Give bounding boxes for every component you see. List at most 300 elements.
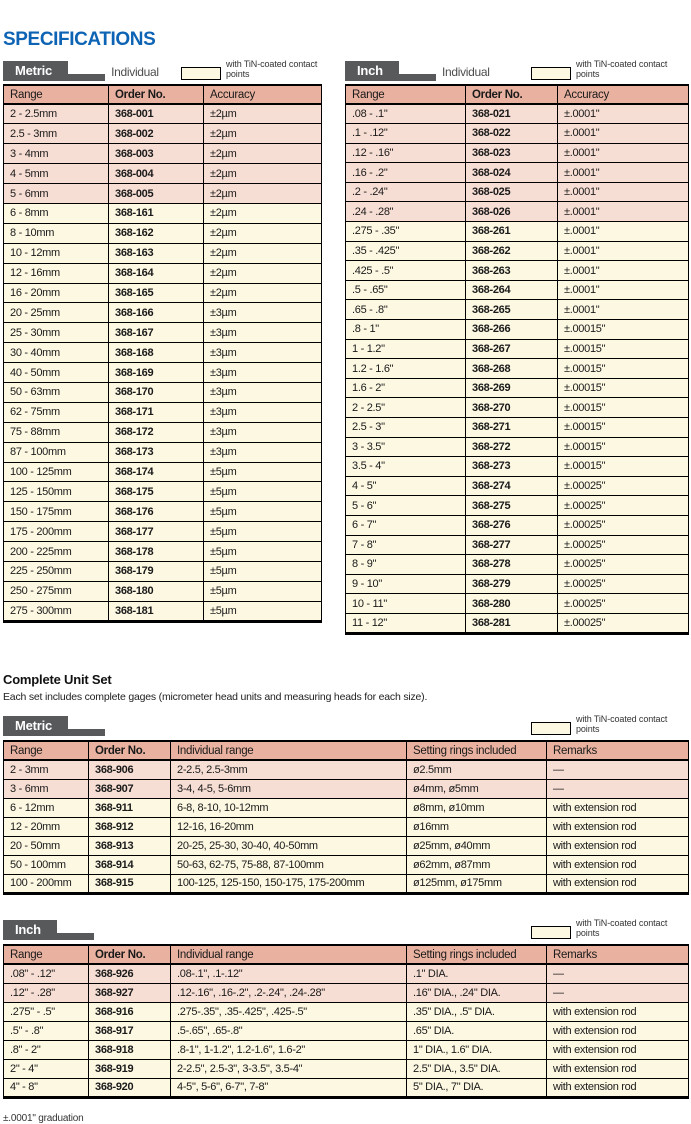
table-cell: 368-180 bbox=[109, 581, 204, 601]
table-row bbox=[4, 1078, 689, 1097]
table-row bbox=[4, 798, 689, 817]
column-header: Remarks bbox=[547, 945, 689, 964]
table-cell: .16 - .2" bbox=[346, 163, 466, 183]
table-cell: 368-025 bbox=[466, 182, 558, 202]
table-row bbox=[4, 817, 689, 836]
column-header: Individual range bbox=[171, 741, 407, 760]
table-row bbox=[346, 280, 689, 300]
table-cell: 30 - 40mm bbox=[4, 343, 109, 363]
table-cell: 368-166 bbox=[109, 303, 204, 323]
table-cell: 368-001 bbox=[109, 104, 204, 124]
table-cell: 368-919 bbox=[89, 1059, 171, 1078]
table-cell: with extension rod bbox=[547, 1021, 689, 1040]
table-row bbox=[346, 320, 689, 340]
table-cell: ±2µm bbox=[204, 124, 322, 144]
metric-tab: Metric bbox=[3, 716, 68, 736]
table-cell: 175 - 200mm bbox=[4, 522, 109, 542]
table-cell: 368-176 bbox=[109, 502, 204, 522]
table-row bbox=[4, 124, 322, 144]
table-cell: 368-926 bbox=[89, 964, 171, 983]
column-header: Range bbox=[4, 85, 109, 104]
table-row bbox=[4, 462, 322, 482]
table-cell: 6 - 7" bbox=[346, 515, 466, 535]
table-cell: 1.6 - 2" bbox=[346, 378, 466, 398]
table-row bbox=[346, 378, 689, 398]
table-cell: 368-280 bbox=[466, 594, 558, 614]
table-cell: 20 - 25mm bbox=[4, 303, 109, 323]
table-cell: 4" - 8" bbox=[4, 1078, 89, 1097]
table-row bbox=[4, 402, 322, 422]
table-cell: ±3µm bbox=[204, 422, 322, 442]
table-cell: 368-915 bbox=[89, 874, 171, 893]
table-cell: 368-167 bbox=[109, 323, 204, 343]
table-cell: ±.0001" bbox=[558, 222, 689, 242]
metric-set-table-wrap bbox=[3, 740, 688, 895]
table-cell: — bbox=[547, 983, 689, 1002]
table-cell: 3 - 4mm bbox=[4, 144, 109, 164]
table-row bbox=[4, 542, 322, 562]
table-cell: 368-266 bbox=[466, 320, 558, 340]
table-cell: 368-002 bbox=[109, 124, 204, 144]
table-cell: ±.0001" bbox=[558, 202, 689, 222]
table-cell: 2" - 4" bbox=[4, 1059, 89, 1078]
table-cell: 225 - 250mm bbox=[4, 561, 109, 581]
table-cell: 368-267 bbox=[466, 339, 558, 359]
table-cell: 2.5 - 3" bbox=[346, 418, 466, 438]
table-cell: ±3µm bbox=[204, 442, 322, 462]
column-header: Accuracy bbox=[204, 85, 322, 104]
table-cell: 12 - 20mm bbox=[4, 817, 89, 836]
table-cell: ø25mm, ø40mm bbox=[407, 836, 547, 855]
table-cell: 75 - 88mm bbox=[4, 422, 109, 442]
table-cell: ±.00025" bbox=[558, 515, 689, 535]
tin-legend-label: with TiN-coated contact points bbox=[576, 714, 668, 734]
table-cell: 10 - 11" bbox=[346, 594, 466, 614]
table-cell: ±5µm bbox=[204, 601, 322, 621]
table-row bbox=[4, 581, 322, 601]
table-row bbox=[4, 760, 689, 779]
table-cell: 62 - 75mm bbox=[4, 402, 109, 422]
table-cell: 368-177 bbox=[109, 522, 204, 542]
table-cell: 368-277 bbox=[466, 535, 558, 555]
inch-tab: Inch bbox=[345, 61, 399, 81]
column-header: Order No. bbox=[109, 85, 204, 104]
table-cell: 20-25, 25-30, 30-40, 40-50mm bbox=[171, 836, 407, 855]
table-cell: .275" - .5" bbox=[4, 1002, 89, 1021]
tin-color-swatch bbox=[181, 67, 221, 80]
header-row bbox=[4, 741, 689, 760]
table-cell: ±.00025" bbox=[558, 574, 689, 594]
column-header: Range bbox=[4, 945, 89, 964]
table-row bbox=[4, 303, 322, 323]
table-cell: .2 - .24" bbox=[346, 182, 466, 202]
table-cell: ±.00015" bbox=[558, 437, 689, 457]
table-row bbox=[4, 874, 689, 893]
table-cell: — bbox=[547, 760, 689, 779]
table-cell: 368-274 bbox=[466, 476, 558, 496]
table-cell: .65 - .8" bbox=[346, 300, 466, 320]
table-cell: 20 - 50mm bbox=[4, 836, 89, 855]
table-row bbox=[346, 574, 689, 594]
table-cell: .12" - .28" bbox=[4, 983, 89, 1002]
table-cell: ±2µm bbox=[204, 164, 322, 184]
table-row bbox=[4, 1059, 689, 1078]
table-row bbox=[4, 363, 322, 383]
table-cell: 1.2 - 1.6" bbox=[346, 359, 466, 379]
table-cell: 368-172 bbox=[109, 422, 204, 442]
table-cell: ø125mm, ø175mm bbox=[407, 874, 547, 893]
table-cell: 368-264 bbox=[466, 280, 558, 300]
table-row bbox=[4, 1002, 689, 1021]
table-cell: 100-125, 125-150, 150-175, 175-200mm bbox=[171, 874, 407, 893]
table-cell: ±.00015" bbox=[558, 339, 689, 359]
table-row bbox=[346, 222, 689, 242]
table-cell: 368-022 bbox=[466, 124, 558, 144]
table-row bbox=[346, 457, 689, 477]
table-cell: 6 - 12mm bbox=[4, 798, 89, 817]
table-cell: 1" DIA., 1.6" DIA. bbox=[407, 1040, 547, 1059]
table-cell: 12 - 16mm bbox=[4, 263, 109, 283]
table-cell: ±.0001" bbox=[558, 182, 689, 202]
table-cell: 275 - 300mm bbox=[4, 601, 109, 621]
column-header: Range bbox=[346, 85, 466, 104]
table-cell: 5" DIA., 7" DIA. bbox=[407, 1078, 547, 1097]
table-cell: ±3µm bbox=[204, 303, 322, 323]
table-cell: 150 - 175mm bbox=[4, 502, 109, 522]
table-row bbox=[4, 223, 322, 243]
table-row bbox=[4, 104, 322, 124]
table-cell: 11 - 12" bbox=[346, 613, 466, 633]
table-cell: 2-2.5", 2.5-3", 3-3.5", 3.5-4" bbox=[171, 1059, 407, 1078]
table-cell: .08" - .12" bbox=[4, 964, 89, 983]
table-cell: 368-181 bbox=[109, 601, 204, 621]
table-row bbox=[346, 476, 689, 496]
table-cell: 368-179 bbox=[109, 561, 204, 581]
table-cell: 368-021 bbox=[466, 104, 558, 124]
table-cell: ±2µm bbox=[204, 104, 322, 124]
table-row bbox=[4, 1021, 689, 1040]
table-cell: 100 - 200mm bbox=[4, 874, 89, 893]
table-cell: 368-168 bbox=[109, 343, 204, 363]
tin-color-swatch bbox=[531, 722, 571, 735]
table-cell: with extension rod bbox=[547, 855, 689, 874]
table-cell: 16 - 20mm bbox=[4, 283, 109, 303]
table-row bbox=[346, 143, 689, 163]
inch-set-table-wrap bbox=[3, 944, 688, 1099]
table-cell: ø16mm bbox=[407, 817, 547, 836]
table-row bbox=[4, 382, 322, 402]
table-cell: 368-164 bbox=[109, 263, 204, 283]
table-cell: 50-63, 62-75, 75-88, 87-100mm bbox=[171, 855, 407, 874]
table-cell: ±.0001" bbox=[558, 241, 689, 261]
table-cell: 368-175 bbox=[109, 482, 204, 502]
table-cell: 368-927 bbox=[89, 983, 171, 1002]
table-cell: .08 - .1" bbox=[346, 104, 466, 124]
table-cell: 368-271 bbox=[466, 418, 558, 438]
table-cell: ø2.5mm bbox=[407, 760, 547, 779]
table-cell: ±3µm bbox=[204, 402, 322, 422]
table-cell: ±5µm bbox=[204, 581, 322, 601]
table-cell: 368-261 bbox=[466, 222, 558, 242]
table-cell: 6 - 8mm bbox=[4, 203, 109, 223]
table-cell: with extension rod bbox=[547, 798, 689, 817]
table-cell: .16" DIA., .24" DIA. bbox=[407, 983, 547, 1002]
table-cell: ±.0001" bbox=[558, 300, 689, 320]
table-cell: 368-023 bbox=[466, 143, 558, 163]
table-cell: ±2µm bbox=[204, 203, 322, 223]
tin-legend-label: with TiN-coated contact points bbox=[576, 59, 668, 79]
complete-unit-set-heading: Complete Unit Set bbox=[3, 672, 112, 687]
table-row bbox=[4, 601, 322, 621]
inch-individual-section-header bbox=[345, 61, 688, 81]
table-cell: ø8mm, ø10mm bbox=[407, 798, 547, 817]
table-cell: 368-005 bbox=[109, 184, 204, 204]
table-cell: 9 - 10" bbox=[346, 574, 466, 594]
inch-complete-set-table bbox=[3, 944, 689, 1099]
table-cell: ±3µm bbox=[204, 323, 322, 343]
table-cell: 3 - 6mm bbox=[4, 779, 89, 798]
table-cell: 368-273 bbox=[466, 457, 558, 477]
table-cell: .5 - .65" bbox=[346, 280, 466, 300]
table-cell: 368-171 bbox=[109, 402, 204, 422]
table-cell: .1 - .12" bbox=[346, 124, 466, 144]
table-cell: ±5µm bbox=[204, 482, 322, 502]
table-cell: ±2µm bbox=[204, 144, 322, 164]
table-cell: ±.00015" bbox=[558, 398, 689, 418]
table-cell: 2.5" DIA., 3.5" DIA. bbox=[407, 1059, 547, 1078]
table-cell: .12-.16", .16-.2", .2-.24", .24-.28" bbox=[171, 983, 407, 1002]
table-cell: .35" DIA., .5" DIA. bbox=[407, 1002, 547, 1021]
table-row bbox=[4, 561, 322, 581]
table-cell: 368-162 bbox=[109, 223, 204, 243]
table-cell: .65" DIA. bbox=[407, 1021, 547, 1040]
tab-tail bbox=[57, 933, 94, 940]
table-row bbox=[4, 343, 322, 363]
table-cell: 4 - 5" bbox=[346, 476, 466, 496]
table-cell: ±2µm bbox=[204, 223, 322, 243]
table-cell: 368-920 bbox=[89, 1078, 171, 1097]
metric-complete-set-table bbox=[3, 740, 689, 895]
table-cell: ±2µm bbox=[204, 243, 322, 263]
table-cell: 200 - 225mm bbox=[4, 542, 109, 562]
table-row bbox=[4, 522, 322, 542]
table-cell: ±5µm bbox=[204, 502, 322, 522]
table-cell: ±.0001" bbox=[558, 261, 689, 281]
column-header: Order No. bbox=[89, 945, 171, 964]
table-cell: ±5µm bbox=[204, 542, 322, 562]
table-cell: 368-907 bbox=[89, 779, 171, 798]
table-cell: ±.00025" bbox=[558, 594, 689, 614]
table-row bbox=[346, 182, 689, 202]
table-cell: 368-911 bbox=[89, 798, 171, 817]
table-cell: ±.0001" bbox=[558, 143, 689, 163]
table-cell: 368-173 bbox=[109, 442, 204, 462]
column-header: Accuracy bbox=[558, 85, 689, 104]
table-cell: 50 - 63mm bbox=[4, 382, 109, 402]
header-row bbox=[346, 85, 689, 104]
table-row bbox=[4, 1040, 689, 1059]
table-row bbox=[4, 442, 322, 462]
inch-set-section-header bbox=[3, 920, 688, 940]
table-cell: .8-1", 1-1.2", 1.2-1.6", 1.6-2" bbox=[171, 1040, 407, 1059]
table-row bbox=[4, 422, 322, 442]
table-cell: 368-262 bbox=[466, 241, 558, 261]
table-cell: 3 - 3.5" bbox=[346, 437, 466, 457]
table-cell: 4-5", 5-6", 6-7", 7-8" bbox=[171, 1078, 407, 1097]
table-cell: 368-163 bbox=[109, 243, 204, 263]
table-row bbox=[346, 594, 689, 614]
table-cell: 8 - 9" bbox=[346, 555, 466, 575]
tin-color-swatch bbox=[531, 926, 571, 939]
metric-individual-section-header bbox=[3, 61, 338, 81]
table-cell: ±.0001" bbox=[558, 104, 689, 124]
table-cell: ±.0001" bbox=[558, 124, 689, 144]
table-cell: .08-.1", .1-.12" bbox=[171, 964, 407, 983]
table-row bbox=[346, 418, 689, 438]
table-cell: 368-178 bbox=[109, 542, 204, 562]
table-cell: ±2µm bbox=[204, 184, 322, 204]
table-cell: ±5µm bbox=[204, 522, 322, 542]
table-row bbox=[4, 184, 322, 204]
table-cell: 3.5 - 4" bbox=[346, 457, 466, 477]
table-cell: — bbox=[547, 779, 689, 798]
table-cell: ±.00025" bbox=[558, 476, 689, 496]
table-cell: 368-004 bbox=[109, 164, 204, 184]
table-row bbox=[346, 202, 689, 222]
table-cell: 368-169 bbox=[109, 363, 204, 383]
table-cell: 2-2.5, 2.5-3mm bbox=[171, 760, 407, 779]
tin-legend-label: with TiN-coated contact points bbox=[226, 59, 318, 79]
table-row bbox=[4, 502, 322, 522]
table-cell: ±.00015" bbox=[558, 418, 689, 438]
table-row bbox=[4, 243, 322, 263]
table-cell: 368-913 bbox=[89, 836, 171, 855]
table-row bbox=[346, 613, 689, 633]
table-row bbox=[4, 323, 322, 343]
table-cell: ±.00025" bbox=[558, 613, 689, 633]
table-cell: 368-165 bbox=[109, 283, 204, 303]
table-cell: .24 - .28" bbox=[346, 202, 466, 222]
tin-color-swatch bbox=[531, 67, 571, 80]
table-row bbox=[4, 263, 322, 283]
table-cell: ±.00025" bbox=[558, 535, 689, 555]
table-cell: .8" - 2" bbox=[4, 1040, 89, 1059]
table-row bbox=[4, 283, 322, 303]
table-row bbox=[4, 964, 689, 983]
table-cell: 5 - 6" bbox=[346, 496, 466, 516]
metric-set-section-header bbox=[3, 716, 688, 736]
table-cell: 368-174 bbox=[109, 462, 204, 482]
page-title: SPECIFICATIONS bbox=[3, 29, 156, 50]
table-row bbox=[346, 359, 689, 379]
table-cell: with extension rod bbox=[547, 1002, 689, 1021]
table-cell: 368-281 bbox=[466, 613, 558, 633]
table-cell: .12 - .16" bbox=[346, 143, 466, 163]
table-cell: 1 - 1.2" bbox=[346, 339, 466, 359]
table-cell: 2 - 2.5mm bbox=[4, 104, 109, 124]
table-cell: ±.00015" bbox=[558, 320, 689, 340]
table-cell: with extension rod bbox=[547, 817, 689, 836]
table-cell: 2 - 3mm bbox=[4, 760, 89, 779]
table-row bbox=[346, 261, 689, 281]
table-row bbox=[346, 496, 689, 516]
table-cell: 2.5 - 3mm bbox=[4, 124, 109, 144]
table-cell: 6-8, 8-10, 10-12mm bbox=[171, 798, 407, 817]
table-cell: 368-024 bbox=[466, 163, 558, 183]
table-cell: 368-918 bbox=[89, 1040, 171, 1059]
table-row bbox=[346, 241, 689, 261]
column-header: Order No. bbox=[89, 741, 171, 760]
table-cell: .275-.35", .35-.425", .425-.5" bbox=[171, 1002, 407, 1021]
table-cell: ±2µm bbox=[204, 263, 322, 283]
table-cell: ±3µm bbox=[204, 363, 322, 383]
table-cell: ±.00015" bbox=[558, 378, 689, 398]
metric-individual-table-wrap bbox=[3, 84, 321, 623]
table-cell: ±3µm bbox=[204, 343, 322, 363]
table-cell: .275 - .35" bbox=[346, 222, 466, 242]
table-cell: 100 - 125mm bbox=[4, 462, 109, 482]
column-header: Range bbox=[4, 741, 89, 760]
table-cell: with extension rod bbox=[547, 1078, 689, 1097]
table-cell: ±.00025" bbox=[558, 555, 689, 575]
inch-individual-table bbox=[345, 84, 689, 635]
table-cell: ±3µm bbox=[204, 382, 322, 402]
table-cell: 368-279 bbox=[466, 574, 558, 594]
table-cell: 40 - 50mm bbox=[4, 363, 109, 383]
table-cell: 10 - 12mm bbox=[4, 243, 109, 263]
table-cell: 368-161 bbox=[109, 203, 204, 223]
table-cell: ±.00025" bbox=[558, 496, 689, 516]
table-cell: .425 - .5" bbox=[346, 261, 466, 281]
table-cell: 12-16, 16-20mm bbox=[171, 817, 407, 836]
metric-tab: Metric bbox=[3, 61, 68, 81]
tab-tail bbox=[68, 74, 105, 81]
table-cell: 368-914 bbox=[89, 855, 171, 874]
column-header: Setting rings included bbox=[407, 741, 547, 760]
table-cell: .1" DIA. bbox=[407, 964, 547, 983]
table-cell: 368-269 bbox=[466, 378, 558, 398]
table-cell: .5" - .8" bbox=[4, 1021, 89, 1040]
table-cell: 368-278 bbox=[466, 555, 558, 575]
table-cell: ±.0001" bbox=[558, 163, 689, 183]
individual-legend-label: Individual bbox=[441, 65, 490, 79]
table-cell: ±.00015" bbox=[558, 359, 689, 379]
table-cell: 368-270 bbox=[466, 398, 558, 418]
table-cell: 368-916 bbox=[89, 1002, 171, 1021]
inch-tab: Inch bbox=[3, 920, 57, 940]
table-cell: 87 - 100mm bbox=[4, 442, 109, 462]
table-row bbox=[4, 983, 689, 1002]
column-header: Individual range bbox=[171, 945, 407, 964]
table-cell: 368-917 bbox=[89, 1021, 171, 1040]
table-cell: 368-170 bbox=[109, 382, 204, 402]
table-cell: ±.0001" bbox=[558, 280, 689, 300]
header-row bbox=[4, 85, 322, 104]
table-cell: 5 - 6mm bbox=[4, 184, 109, 204]
column-header: Remarks bbox=[547, 741, 689, 760]
table-cell: 368-912 bbox=[89, 817, 171, 836]
table-cell: 368-026 bbox=[466, 202, 558, 222]
table-row bbox=[346, 535, 689, 555]
tab-tail bbox=[68, 729, 105, 736]
table-cell: ø4mm, ø5mm bbox=[407, 779, 547, 798]
table-row bbox=[4, 836, 689, 855]
table-row bbox=[4, 855, 689, 874]
table-cell: with extension rod bbox=[547, 1040, 689, 1059]
table-cell: — bbox=[547, 964, 689, 983]
table-cell: ±2µm bbox=[204, 283, 322, 303]
table-cell: 8 - 10mm bbox=[4, 223, 109, 243]
